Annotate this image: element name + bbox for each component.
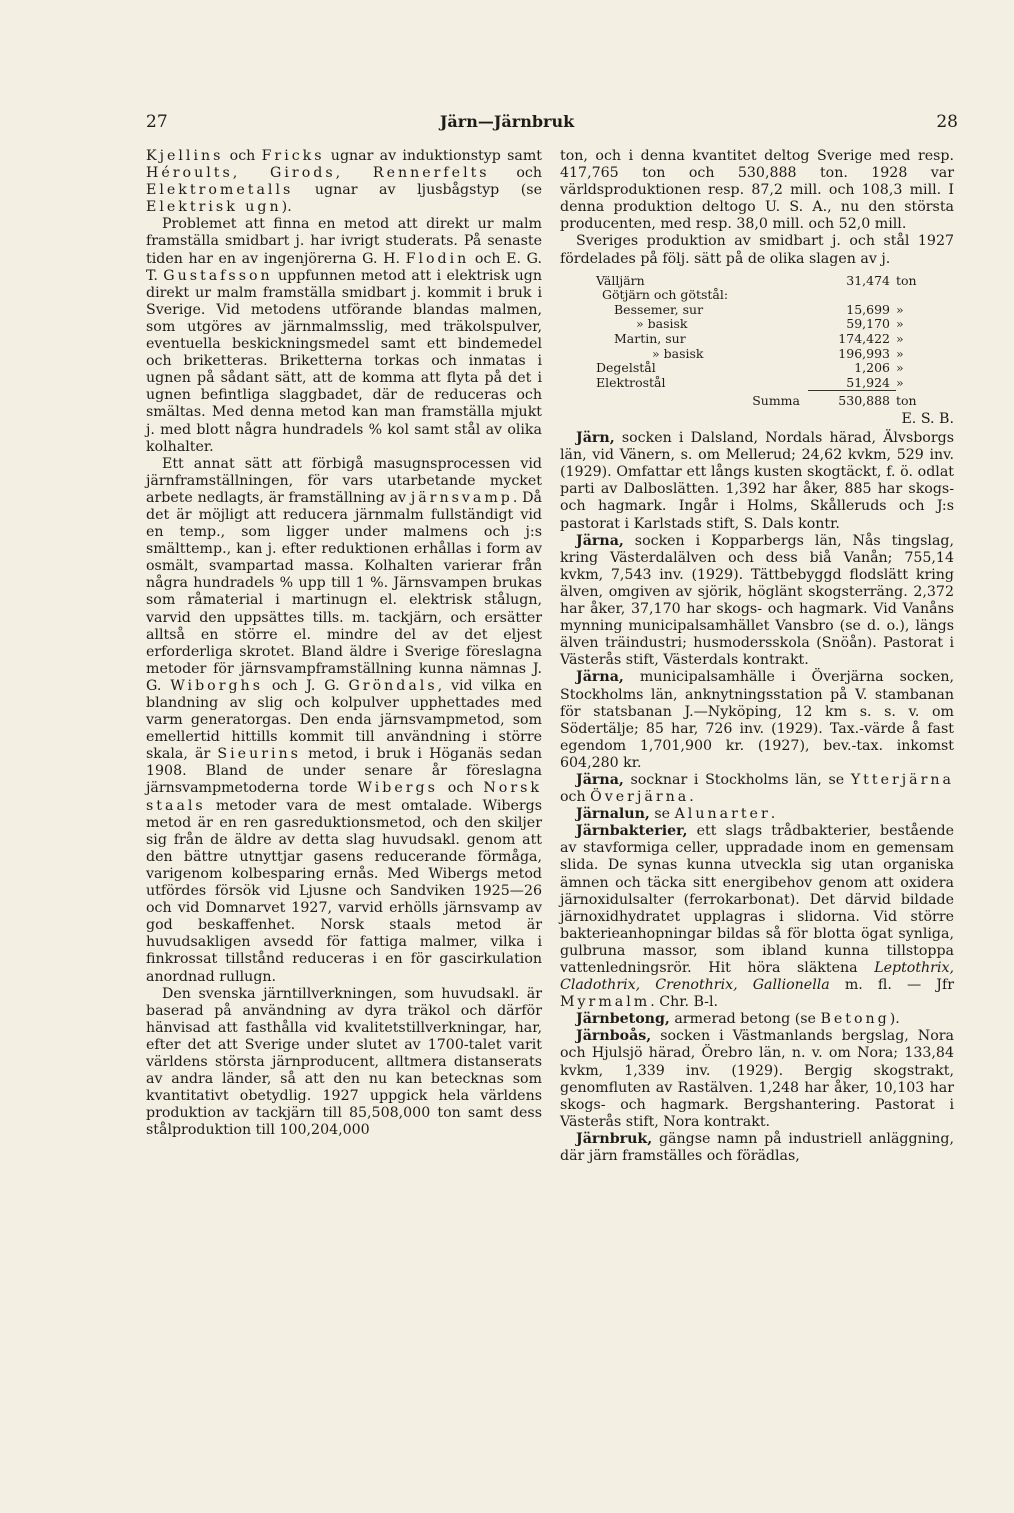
headword: Järna, xyxy=(576,532,624,549)
paragraph-sveriges-produktion: Sveriges produktion av smidbart j. och stål 1927 fördelades på följ. sätt på de olika slagen av j. xyxy=(560,233,954,267)
cross-reference: Betong xyxy=(820,1011,890,1028)
table-row-value: 174,422 xyxy=(838,331,890,347)
cross-reference: Alunarter xyxy=(674,806,771,823)
entry-jarn: Järn, socken i Dalsland, Nordals härad, Älvsborgs län, vid Vänern, s. om Mellerud; 24,62 kvkm, 529 inv. (1929). Omfattar ett långs kusten skogtäckt, f. ö. odlat parti av Dalboslätten. 1,392 har åker, 885 har skogs- och hagmark. Ingår i Holms, Skålleruds och J:s pastorat i Karlstads stift, S. Dals kontr. xyxy=(560,430,954,532)
table-row-unit: » xyxy=(896,345,904,361)
table-row xyxy=(596,288,920,303)
table-row-unit: » xyxy=(896,301,904,317)
paragraph-ton: ton, och i denna kvantitet deltog Sverige med resp. 417,765 ton och 530,888 ton. 1928 var världsproduktionen resp. 87,2 mill. och 108,3 mill. I denna produktion deltogo U. S. A., nu den största producenten, med resp. 38,0 mill. och 52,0 mill. xyxy=(560,148,954,233)
headword: Järnalun, xyxy=(576,806,650,823)
production-table xyxy=(596,274,920,409)
table-row-label: Degelstål xyxy=(596,360,656,376)
paragraph-jarntillverkningen: Den svenska järntillverkningen, som huvudsakl. är baserad på användning av dyra träkol och därför hänvisad att fasthålla vid kvalitetstillverkningar, har, efter det att Sverige under slutet av 1700-talet varit världens största järnproducent, alltmera distanserats av andra länder, så att den nu kan betecknas som kvantitativt obetydlig. 1927 uppgick hela världens produktion av tackjärn till 85,508,000 ton samt dess stålproduktion till 100,204,000 xyxy=(146,985,542,1139)
table-row xyxy=(596,361,920,376)
entry-jarnbakterier: Järnbakterier, ett slags trådbakterier, bestående av stavformiga celler, uppradade inom en gemensam slida. De synas kunna utveckla sig utan organiska ämnen och täcka sitt energibehov genom att oxidera järnoxidulsalter (ferrokarbonat). Det därvid bildade järnoxidhydratet upplagras i slidorna. Vid större bakterieanhopningar bildas så för blotta ögat synliga, gulbruna massor, som ibland kunna tillstoppa vattenledningsrör. Hit höra släktena Leptothrix, Cladothrix, Crenothrix, Gallionella m. fl. — Jfr Myrmalm. Chr. B-l. xyxy=(560,823,954,1011)
entry-jarna-socknar: Järna, socknar i Stockholms län, se Ytterjärna och Överjärna. xyxy=(560,771,954,806)
headword: Järna, xyxy=(576,771,624,788)
paragraph-ugnar: Kjellins och Fricks ugnar av induktionstyp samt Héroults, Girods, Rennerfelts och Elektrometalls ugnar av ljusbågstyp (se Elektrisk ugn). xyxy=(146,148,542,216)
headword: Järna, xyxy=(576,669,624,686)
table-row-label: Välljärn xyxy=(596,272,645,288)
table-row-value: 196,993 xyxy=(838,345,890,361)
running-head: Järn—Järnbruk xyxy=(439,112,575,131)
table-row-unit: » xyxy=(896,316,904,332)
table-row-unit: » xyxy=(896,331,904,347)
page-number-left: 27 xyxy=(146,112,168,132)
headword: Järnbruk, xyxy=(576,1130,653,1147)
entry-jarnalun: Järnalun, se Alunarter. xyxy=(576,806,776,823)
page-number-right: 28 xyxy=(936,112,958,132)
table-row xyxy=(596,317,920,332)
table-row-label: » basisk xyxy=(636,316,688,332)
table-row-value: 15,699 xyxy=(846,301,890,317)
summa-unit: ton xyxy=(896,392,917,408)
table-row-label: Elektrostål xyxy=(596,374,666,390)
table-row-value: 51,924 xyxy=(846,374,890,390)
headword: Järn, xyxy=(576,430,615,447)
table-row-label: Bessemer, sur xyxy=(614,301,704,317)
left-column xyxy=(146,148,542,1139)
table-row-value: 59,170 xyxy=(846,316,890,332)
table-row xyxy=(596,274,920,289)
entry-jarna-municipal: Järna, municipalsamhälle i Överjärna socken, Stockholms län, anknytningsstation på V. stambanan för statsbanan J.—Nyköping, 12 km s. s. v. om Södertälje; 85 har, 726 inv. (1929). Tax.-värde å fast egendom 1,701,900 kr. (1927), bev.-tax. inkomst 604,280 kr. xyxy=(560,669,954,771)
table-row xyxy=(596,332,920,347)
cross-reference: Myrmalm xyxy=(560,994,651,1011)
table-row-unit: » xyxy=(896,360,904,376)
table-row xyxy=(596,303,920,318)
table-row-unit: » xyxy=(896,374,904,390)
genus-names: Leptothrix, Cladothrix, Crenothrix, Gallionella xyxy=(560,960,954,994)
cross-reference: Ytterjärna xyxy=(850,771,954,788)
paragraph-problemet: Problemet att finna en metod att direkt ur malm framställa smidbart j. har ivrigt studerats. På senaste tiden har en av ingenjörerna G. H. Flodin och E. G. T. Gustafsson uppfunnen metod att i elektrisk ugn direkt ur malm framställa smidbart j. kommit i bruk i Sverige. Vid metodens utförande blandas malmen, som utgöres av järnmalmsslig, med träkolspulver, eventuella beskickningsmedel samt ett bindemedel och briketteras. Briketterna torkas och inmatas i ugnen på sådant sätt, att de komma att flyta på det i ugnen befintliga slaggbadet, där de reduceras och smältas. Med denna metod kan man framställa mjukt j. med blott några hundradels % kol samt stål av olika kolhalter. xyxy=(146,216,543,455)
summa-value: 530,888 xyxy=(808,391,896,409)
entry-jarnbetong: Järnbetong, armerad betong (se Betong). xyxy=(576,1011,900,1028)
entry-jarnbruk: Järnbruk, gängse namn på industriell anläggning, där järn framställes och förädlas, xyxy=(560,1130,954,1165)
table-row-label: Martin, sur xyxy=(614,331,686,347)
table-row-unit: ton xyxy=(896,272,917,288)
right-column xyxy=(560,148,954,1165)
entry-jarnboas: Järnboås, socken i Västmanlands bergslag, Nora och Hjulsjö härad, Örebro län, n. v. om Nora; 133,84 kvkm, 1,339 inv. (1929). Bergig skogstrakt, genomfluten av Rastälven. 1,248 har åker, 10,103 har skogs- och hagmark. Bergshantering. Pastorat i Västerås stift, Nora kontrakt. xyxy=(560,1028,954,1130)
table-row-value: 1,206 xyxy=(854,360,890,376)
headword: Järnboås, xyxy=(576,1028,652,1045)
entry-jarna-kopparberg: Järna, socken i Kopparbergs län, Nås tingslag, kring Västerdalälven och dess biå Vanån; 755,14 kvkm, 7,543 inv. (1929). Tättbebyggd flodslätt kring älven, omgiven av sjörik, höglänt skogsterräng. 2,372 har åker, 37,170 har skogs- och hagmark. Vid Vanåns mynning municipalsamhället Vansbro (se d. o.), längs älven träindustri; husmodersskola (Snöån). Pastorat i Västerås stift, Västerdals kontrakt. xyxy=(560,532,954,669)
table-row-label: » basisk xyxy=(652,345,704,361)
table-row-value: 31,474 xyxy=(846,272,890,288)
summa-label: Summa xyxy=(752,392,800,408)
table-row xyxy=(596,376,920,391)
headword: Järnbetong, xyxy=(576,1011,670,1028)
cross-reference: Överjärna xyxy=(590,789,690,806)
table-row xyxy=(596,347,920,362)
headword: Järnbakterier, xyxy=(576,823,688,840)
author-signature: E. S. B. xyxy=(901,411,954,427)
table-row-label: Götjärn och götstål: xyxy=(602,287,729,303)
table-total-row xyxy=(596,391,920,409)
paragraph-jarnsvamp: Ett annat sätt att förbigå masugnsprocessen vid järnframställningen, för vars utarbetande mycket arbete nedlagts, är framställning av järnsvamp. Då det är möjligt att reducera järnmalm fullständigt vid en temp., som ligger under malmens och j:s smälttemp., kan j. efter reduktionen erhållas i form av osmält, svampartad massa. Kolhalten varierar från några hundradels % upp till 1 %. Järnsvampen brukas som råmaterial i martinugn el. elektrisk stålugn, varvid den uppsättes tills. m. tackjärn, och ersätter alltså en större el. mindre del av det eljest erforderliga skrotet. Bland äldre i Sverige föreslagna metoder för järnsvampframställning kunna nämnas J. G. Wiborghs och J. G. Gröndals, vid vilka en blandning av slig och kolpulver upphettades med varm generatorgas. Den enda järnsvampmetod, som emellertid hittills kommit till användning i större skala, är Sieurins metod, i bruk i Höganäs sedan 1908. Bland de under senare år föreslagna järnsvampmetoderna torde Wibergs och Norsk staals metoder vara de mest omtalade. Wibergs metod är en ren gasreduktionsmetod, och den skiljer sig från de äldre av detta slag huvudsakl. genom att den bättre utnyttjar gasens reducerande förmåga, varigenom kolbesparing ernås. Med Wibergs metod utfördes försök vid Ljusne och Sandviken 1925—26 och vid Domnarvet 1927, varvid erhölls järnsvamp av god beskaffenhet. Norsk staals metod är huvudsakligen avsedd för fattiga malmer, vilka i finkrossat tillstånd reduceras i en för gascirkulation anordnad rullugn. xyxy=(146,455,542,985)
